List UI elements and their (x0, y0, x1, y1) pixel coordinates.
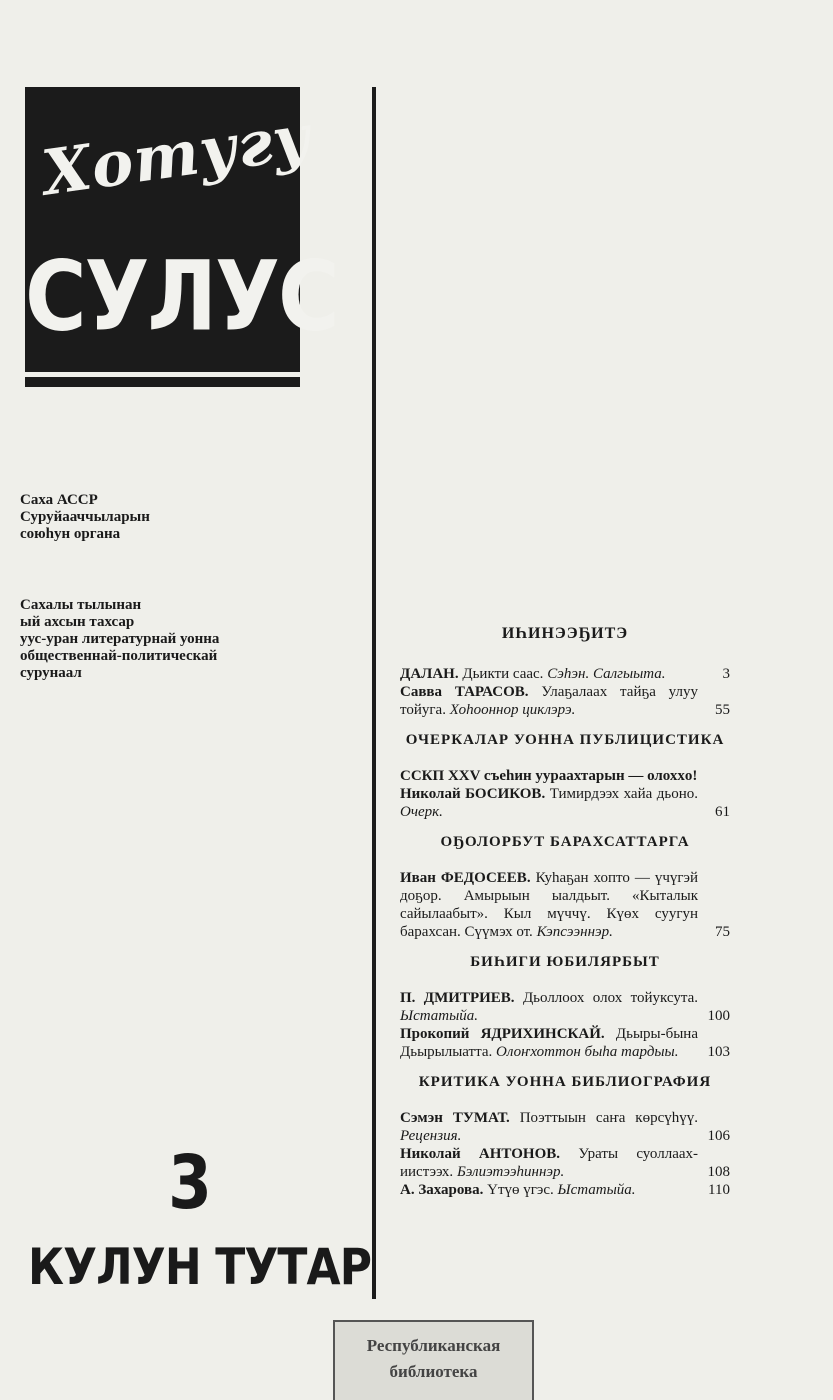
entry-genre: Рецензия. (400, 1128, 462, 1144)
entry-genre: Кэпсээннэр. (536, 924, 613, 940)
entry-page: 108 (707, 1164, 730, 1180)
entry-genre: Ыстатыйа. (400, 1008, 478, 1024)
issue-month: КУЛУН ТУТАР (28, 1238, 372, 1296)
entry-text: Дьыры-бына Дьырылыатта. (400, 1026, 698, 1060)
entry-text: Ураты суоллаах-иистээх. (400, 1146, 698, 1180)
entry-page: 100 (707, 1008, 730, 1024)
entry-genre: Хоhооннор циклэрэ. (449, 702, 576, 718)
description-line: сурунаал (20, 665, 82, 681)
entry-page: 75 (715, 924, 730, 940)
entry-author: ДАЛАН. (400, 666, 459, 682)
toc-entry[interactable] (400, 683, 730, 719)
vertical-divider (372, 87, 376, 1299)
entry-page: 3 (722, 666, 730, 682)
entry-page: 106 (707, 1128, 730, 1144)
entry-author: Николай БОСИКОВ. (400, 786, 546, 802)
entry-genre: Олоҥхоттон быһа тардыы. (496, 1044, 679, 1060)
description-line: ый ахсын тахсар (20, 614, 135, 630)
contents-title: ИҺИНЭЭҔИТЭ (501, 625, 629, 642)
entry-text: Дьикти саас. (462, 666, 544, 682)
stamp-line: Республиканская (366, 1336, 501, 1355)
description-block (20, 597, 340, 682)
publisher-line: союhун органа (20, 526, 121, 542)
publisher-block (20, 492, 320, 543)
toc-entry[interactable] (400, 1109, 730, 1145)
stamp-line: библиотека (389, 1362, 478, 1381)
entry-text: Үтүө үгэс. (487, 1182, 554, 1198)
masthead-script-title: Хотугу (37, 99, 316, 210)
description-line: Сахалы тылынан (20, 597, 142, 613)
section-heading: БИҺИГИ ЮБИЛЯРБЫТ (470, 954, 660, 970)
entry-author: П. ДМИТРИЕВ. (400, 990, 515, 1006)
entry-author: Савва ТАРАСОВ. (400, 684, 529, 700)
entry-text: Улаҕалаах тайҕа улуу тойуга. (400, 684, 698, 718)
publisher-line: Саха АССР (20, 492, 98, 508)
entry-text: Куhаҕан хопто — үчүгэй доҕор. Амырыын ыалдьыт. «Кыталык сайылаабыт». Кыл мүччү. Күөх суугун барахсан. Сүүмэх от. (400, 870, 698, 940)
entry-author: А. Захарова. (400, 1182, 484, 1198)
description-line: общественнай-политическай (20, 648, 218, 664)
entry-genre: Ыстатыйа. (557, 1182, 636, 1198)
entry-genre: Очерк. (400, 804, 443, 820)
publisher-line: Суруйааччыларын (20, 509, 150, 525)
masthead-underline (25, 377, 300, 387)
entry-text: Поэттыын саҥа көрсүһүү. (519, 1110, 698, 1126)
toc-entry[interactable] (400, 1025, 730, 1061)
library-stamp (333, 1320, 534, 1400)
toc-entry[interactable] (400, 785, 730, 821)
entry-text: Тимирдээх хайа дьоно. (549, 786, 698, 802)
entry-page: 110 (708, 1182, 730, 1198)
entry-author: Николай АНТОНОВ. (400, 1146, 560, 1162)
masthead-main-title: СУЛУС (25, 239, 338, 353)
toc-entry[interactable] (400, 869, 730, 941)
entry-author: Иван ФЕДОСЕЕВ. (400, 870, 531, 886)
entry-text: Дьоллоох олох тойуксута. (522, 990, 698, 1006)
entry-page: 103 (707, 1044, 730, 1060)
section-heading: КРИТИКА УОННА БИБЛИОГРАФИЯ (418, 1074, 712, 1090)
issue-number: 3 (168, 1140, 212, 1226)
description-line: уус-уран литературнай уонна (20, 631, 220, 647)
entry-page: 61 (715, 804, 730, 820)
entry-author: Сэмэн ТУМАТ. (400, 1110, 510, 1126)
magazine-masthead (25, 87, 338, 372)
toc-entry[interactable] (400, 665, 730, 683)
toc-entry[interactable] (400, 1181, 730, 1199)
toc-entry[interactable] (400, 989, 730, 1025)
section-heading: ОЧЕРКАЛАР УОННА ПУБЛИЦИСТИКА (405, 732, 725, 748)
entry-author: ССКП XXV съеhин ууpаахтарын — олохxо! (400, 768, 698, 784)
entry-author: Прокопий ЯДРИХИНСКАЙ. (400, 1026, 605, 1042)
entry-page: 55 (715, 702, 730, 718)
table-of-contents (400, 625, 730, 1199)
section-heading: ОҔОЛОРБУТ БАРАХСАТТАРГА (440, 834, 690, 850)
entry-genre: Сэhэн. Салгыыта. (547, 666, 666, 682)
toc-entry[interactable] (400, 1145, 730, 1181)
toc-entry[interactable] (400, 767, 730, 785)
entry-genre: Бэлиэтээһиннэр. (456, 1164, 565, 1180)
